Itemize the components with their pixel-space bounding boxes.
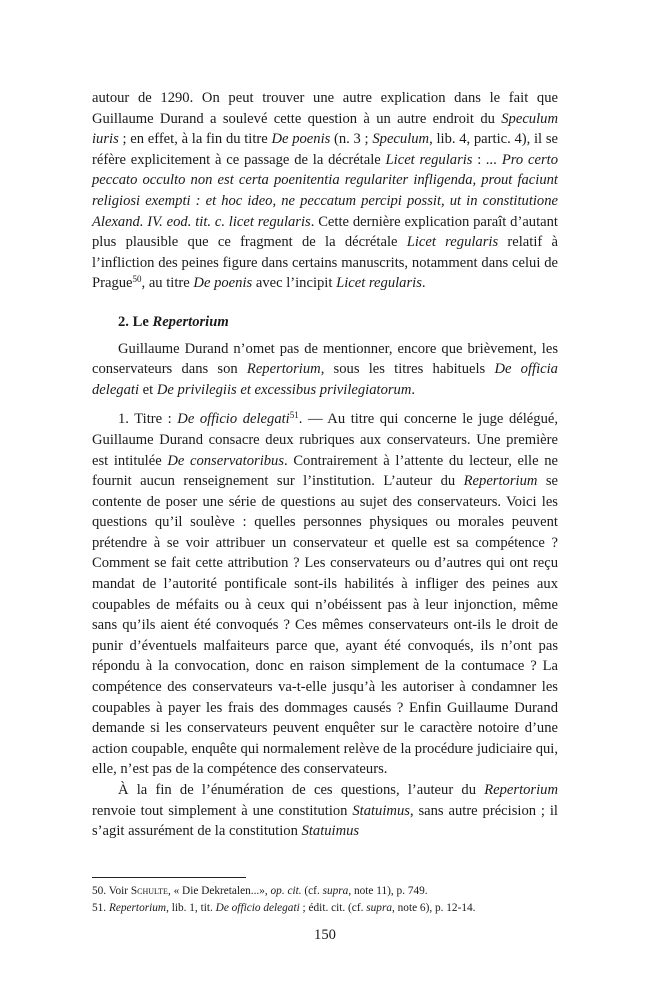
italic-text: De officia delegati [92,361,558,398]
text: , sous les titres habituels [320,361,495,378]
text: renvoie tout simplement à une constitution [92,802,353,819]
text: 1. Titre : [118,411,178,428]
paragraph-gap [92,400,558,409]
footnote-separator [92,877,246,878]
page-number: 150 [314,927,336,943]
footnote-51 [92,900,558,917]
heading-italic: Repertorium [152,313,229,330]
text: 51. [92,902,109,914]
italic-quote: ... Pro certo peccato occulto non est certa poenitentia regulariter infligenda, prout faciunt religiosi exempti : et hoc ideo, ne peccatum percipi possit, ut in constitutione Alexand. IV. eod. tit. c. licet regularis [92,151,559,230]
text: , note 6), p. 12-14. [392,902,476,914]
italic-text: Statuimus [301,823,360,840]
text: , note 11), p. 749. [348,885,428,897]
footnote-ref-50[interactable]: 50 [132,274,142,285]
italic-text: De conservatoribus [167,452,285,469]
heading-prefix: 2. Le [118,313,153,330]
footnotes [92,883,558,917]
text: se contente de poser une série de questions au sujet des conservateurs. Voici les questions qu’il soulève : quelles personnes physiques ou morales peuvent prétendre à se voir attribuer un conservateur et quelle est sa compétence ? Comment se fait cette attribution ? Les conservateurs ou d’autres qui ont reçu mandat de l’autorité pontificale sont-ils habilités à infliger des peines aux coupables de méfaits ou à ceux qui n’obéissent pas à leur injonction, même sans qu’ils aient été convoqués ? Ces mêmes conservateurs ont-ils le droit de punir d’éventuels malfaiteurs parce que, ayant été convoqués, ils n’ont pas répondu à la convocation, donc en raison simplement de la contumace ? La compétence des conservateurs va-t-elle jusqu’à les autoriser à condamner les coupables à payer les frais des dommages causés ? Enfin Guillaume Durand demande si les conservateurs peuvent enquêter sur le caractère notoire d’une action coupable, enquête qui normalement relève de la procédure judiciaire qui, elle, n’est pas de la compétence des conservateurs. [92,473,558,778]
footnote-50 [92,883,558,900]
italic-text: Speculum iuris [92,110,558,148]
footnote-ref-51[interactable]: 51 [289,410,299,421]
text: (cf. [301,885,323,897]
text: : [472,151,487,168]
text: relatif à l’infliction des peines figure dans certains manuscrits, notamment dans celui de Prague [92,234,558,292]
italic-text: Licet regularis [385,151,473,168]
italic-text: De officio delegati [177,411,290,428]
italic-text: Repertorium [246,361,321,378]
italic-text: De privilegiis et excessibus privilegiatorum [156,381,412,398]
page-body [92,88,558,842]
italic-text: Statuimus [352,802,410,819]
italic-text: De poenis [193,275,253,292]
text: ; édit. cit. (cf. [299,902,367,914]
text: . — Au titre qui concerne le juge délégué, Guillaume Durand consacre deux rubriques aux conservateurs. Une première est intitulée [92,411,558,469]
paragraph-2 [92,339,558,401]
italic-text: De poenis [271,131,331,148]
text: Guillaume Durand n’omet pas de mentionner, encore que brièvement, les conservateurs dans son [92,340,558,378]
author-name: Schulte [130,885,168,897]
italic-text: supra [322,885,349,897]
paragraph-1 [92,88,558,294]
italic-text: Licet regularis [406,234,499,251]
text: et [139,381,157,398]
text: , au titre [141,275,194,292]
text: ; en effet, à la fin du titre [118,131,272,148]
text: , sans autre précision ; il s’agit assurément de la constitution [92,802,558,840]
text: . Contrairement à l’attente du lecteur, elle ne fournit aucun renseignement sur l’institution. L’auteur du [92,452,558,490]
text: 50. Voir [92,885,131,897]
text: , lib. 1, tit. [166,902,216,914]
text: (n. 3 ; [330,131,373,148]
text: . Cette dernière explication paraît d’autant plus plausible que ce fragment de la décrétale [92,213,558,251]
text: , lib. 4, partic. 4), il se réfère explicitement à ce passage de la décrétale [92,131,558,168]
italic-text: Repertorium [484,782,558,798]
italic-text: supra [366,902,392,914]
text: À la fin de l’énumération de ces questions, l’auteur du [118,782,485,798]
italic-text: Repertorium [108,902,167,914]
italic-text: De officio delegati [215,902,300,914]
text: autour de 1290. On peut trouver une autre explication dans le fait que Guillaume Durand a soulevé cette question à un autre endroit du [92,90,558,127]
paragraph-4 [92,780,558,842]
text: avec l’incipit [252,275,337,292]
italic-text: Speculum [372,131,430,148]
section-heading [118,312,558,333]
text: , « Die Dekretalen...», [167,885,271,897]
paragraph-3 [92,409,558,780]
italic-text: Repertorium [463,473,538,490]
text: . [411,381,416,398]
text: . [421,275,426,292]
italic-text: op. cit. [270,885,302,897]
italic-text: Licet regularis [336,275,422,292]
